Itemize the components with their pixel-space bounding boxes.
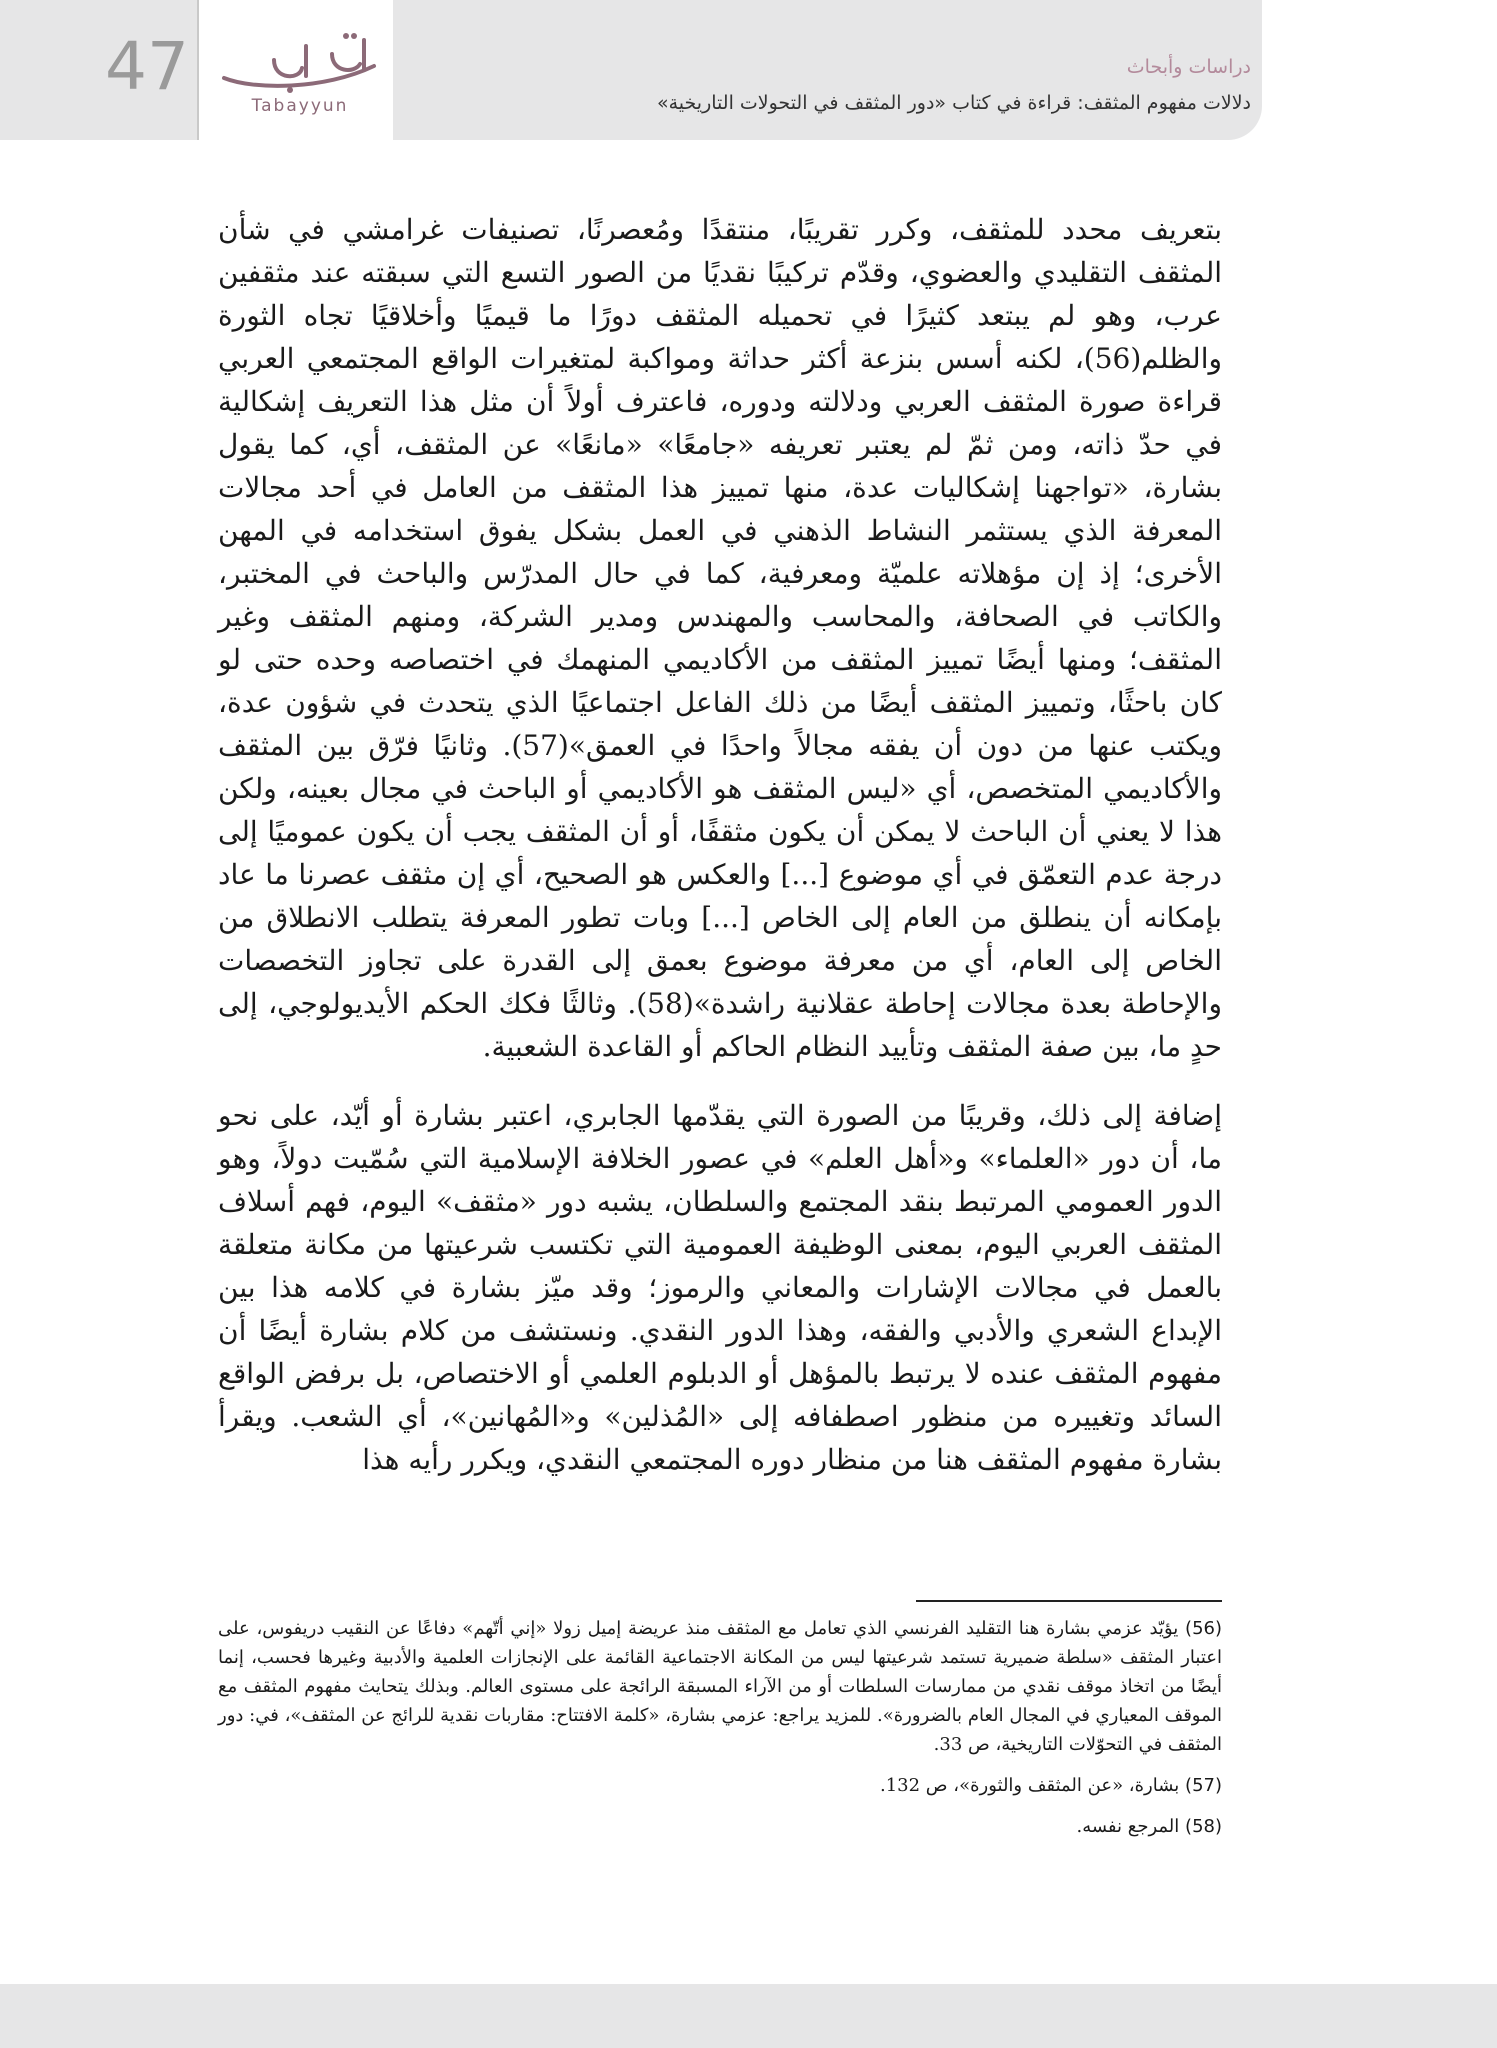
logo-divider — [197, 0, 199, 140]
footnote-text: بشارة، «عن المثقف والثورة»، ص 132. — [879, 1775, 1180, 1796]
footnote-57 — [218, 1771, 1222, 1800]
header-right-strip — [1262, 0, 1497, 140]
page-number: 47 — [105, 28, 189, 105]
running-title: دلالات مفهوم المثقف: قراءة في كتاب «دور المثقف في التحولات التاريخية» — [656, 92, 1251, 114]
footnote-number: (56) — [1185, 1618, 1222, 1639]
footnote-58 — [218, 1812, 1222, 1841]
footnote-text: يؤيّد عزمي بشارة هنا التقليد الفرنسي الذي تعامل مع المثقف منذ عريضة إميل زولا «إني أتّهم» دفاعًا عن النقيب دريفوس، على اعتبار المثقف «سلطة ضميرية تستمد شرعيتها ليس من المكانة الاجتماعية القائمة على الإنجازات العلمية والأدبية وغيرها فحسب، إنما أيضًا من اتخاذ موقف نقدي من ممارسات السلطات أو من الآراء المسبقة الرائجة على مستوى العالم. وبذلك يتحايث مفهوم المثقف مع الموقف المعياري في المجال العام بالضرورة». للمزيد يراجع: عزمي بشارة، «كلمة الافتتاح: مقاربات نقدية للرائج عن المثقف»، في: دور المثقف في التحوّلات التاريخية، ص 33. — [218, 1618, 1222, 1755]
footnote-text: المرجع نفسه. — [1076, 1816, 1180, 1837]
footnote-number: (57) — [1185, 1775, 1222, 1796]
footer-band — [0, 1984, 1497, 2048]
footnote-divider — [916, 1600, 1222, 1602]
footnote-56 — [218, 1614, 1222, 1759]
footnotes — [218, 1614, 1222, 1853]
paragraph-1: بتعريف محدد للمثقف، وكرر تقريبًا، منتقدًا ومُعصرنًا، تصنيفات غرامشي في شأن المثقف التقليدي والعضوي، وقدّم تركيبًا نقديًا من الصور التسع التي سبقته عند مثقفين عرب، وهو لم يبتعد كثيرًا في تحميله المثقف دورًا ما قيميًا وأخلاقيًا تجاه الثورة والظلم(56)، لكنه أسس بنزعة أكثر حداثة ومواكبة لمتغيرات الواقع المجتمعي العربي قراءة صورة المثقف العربي ودلالته ودوره، فاعترف أولاً أن مثل هذا التعريف إشكالية في حدّ ذاته، ومن ثمّ لم يعتبر تعريفه «جامعًا» «مانعًا» عن المثقف، أي، كما يقول بشارة، «تواجهنا إشكاليات عدة، منها تمييز هذا المثقف من العامل في أحد مجالات المعرفة الذي يستثمر النشاط الذهني في العمل بشكل يفوق استخدامه في المهن الأخرى؛ إذ إن مؤهلاته علميّة ومعرفية، كما في حال المدرّس والباحث في المختبر، والكاتب في الصحافة، والمحاسب والمهندس ومدير الشركة، ومنهم المثقف وغير المثقف؛ ومنها أيضًا تمييز المثقف من الأكاديمي المنهمك في اختصاصه وحده حتى لو كان باحثًا، وتمييز المثقف أيضًا من ذلك الفاعل اجتماعيًا الذي يتحدث في شؤون عدة، ويكتب عنها من دون أن يفقه مجالاً واحدًا في العمق»(57). وثانيًا فرّق بين المثقف والأكاديمي المتخصص، أي «ليس المثقف هو الأكاديمي أو الباحث في مجال بعينه، ولكن هذا لا يعني أن الباحث لا يمكن أن يكون مثقفًا، أو أن المثقف يجب أن يكون عموميًا إلى درجة عدم التعمّق في أي موضوع [...] والعكس هو الصحيح، أي إن مثقف عصرنا ما عاد بإمكانه أن ينطلق من العام إلى الخاص [...] وبات تطور المعرفة يتطلب الانطلاق من الخاص إلى العام، أي من معرفة موضوع بعمق إلى القدرة على تجاوز التخصصات والإحاطة بعدة مجالات إحاطة عقلانية راشدة»(58). وثالثًا فكك الحكم الأيديولوجي، إلى حدٍ ما، بين صفة المثقف وتأييد النظام الحاكم أو القاعدة الشعبية. — [218, 213, 1222, 1063]
paragraph-2: إضافة إلى ذلك، وقريبًا من الصورة التي يقدّمها الجابري، اعتبر بشارة أو أيّد، على نحو ما، أن دور «العلماء» و«أهل العلم» في عصور الخلافة الإسلامية التي سُمّيت دولاً، وهو الدور العمومي المرتبط بنقد المجتمع والسلطان، يشبه دور «مثقف» اليوم، فهم أسلاف المثقف العربي اليوم، بمعنى الوظيفة العمومية التي تكتسب شرعيتها من مكانة متعلقة بالعمل في مجالات الإشارات والمعاني والرموز؛ وقد ميّز بشارة في كلامه هذا بين الإبداع الشعري والأدبي والفقه، وهذا الدور النقدي. ونستشف من كلام بشارة أيضًا أن مفهوم المثقف عنده لا يرتبط بالمؤهل أو الدبلوم العلمي أو الاختصاص، بل برفض الواقع السائد وتغييره من منظور اصطفافه إلى «المُذلين» و«المُهانين»، أي الشعب. ويقرأ بشارة مفهوم المثقف هنا من منظار دوره المجتمعي النقدي، ويكرر رأيه هذا — [218, 1099, 1222, 1476]
section-title: دراسات وأبحاث — [1126, 56, 1251, 78]
article-body — [218, 208, 1222, 1481]
footnote-number: (58) — [1185, 1816, 1222, 1837]
logo-wordmark: Tabayyun — [251, 96, 349, 116]
logo-mark-icon — [214, 20, 384, 98]
